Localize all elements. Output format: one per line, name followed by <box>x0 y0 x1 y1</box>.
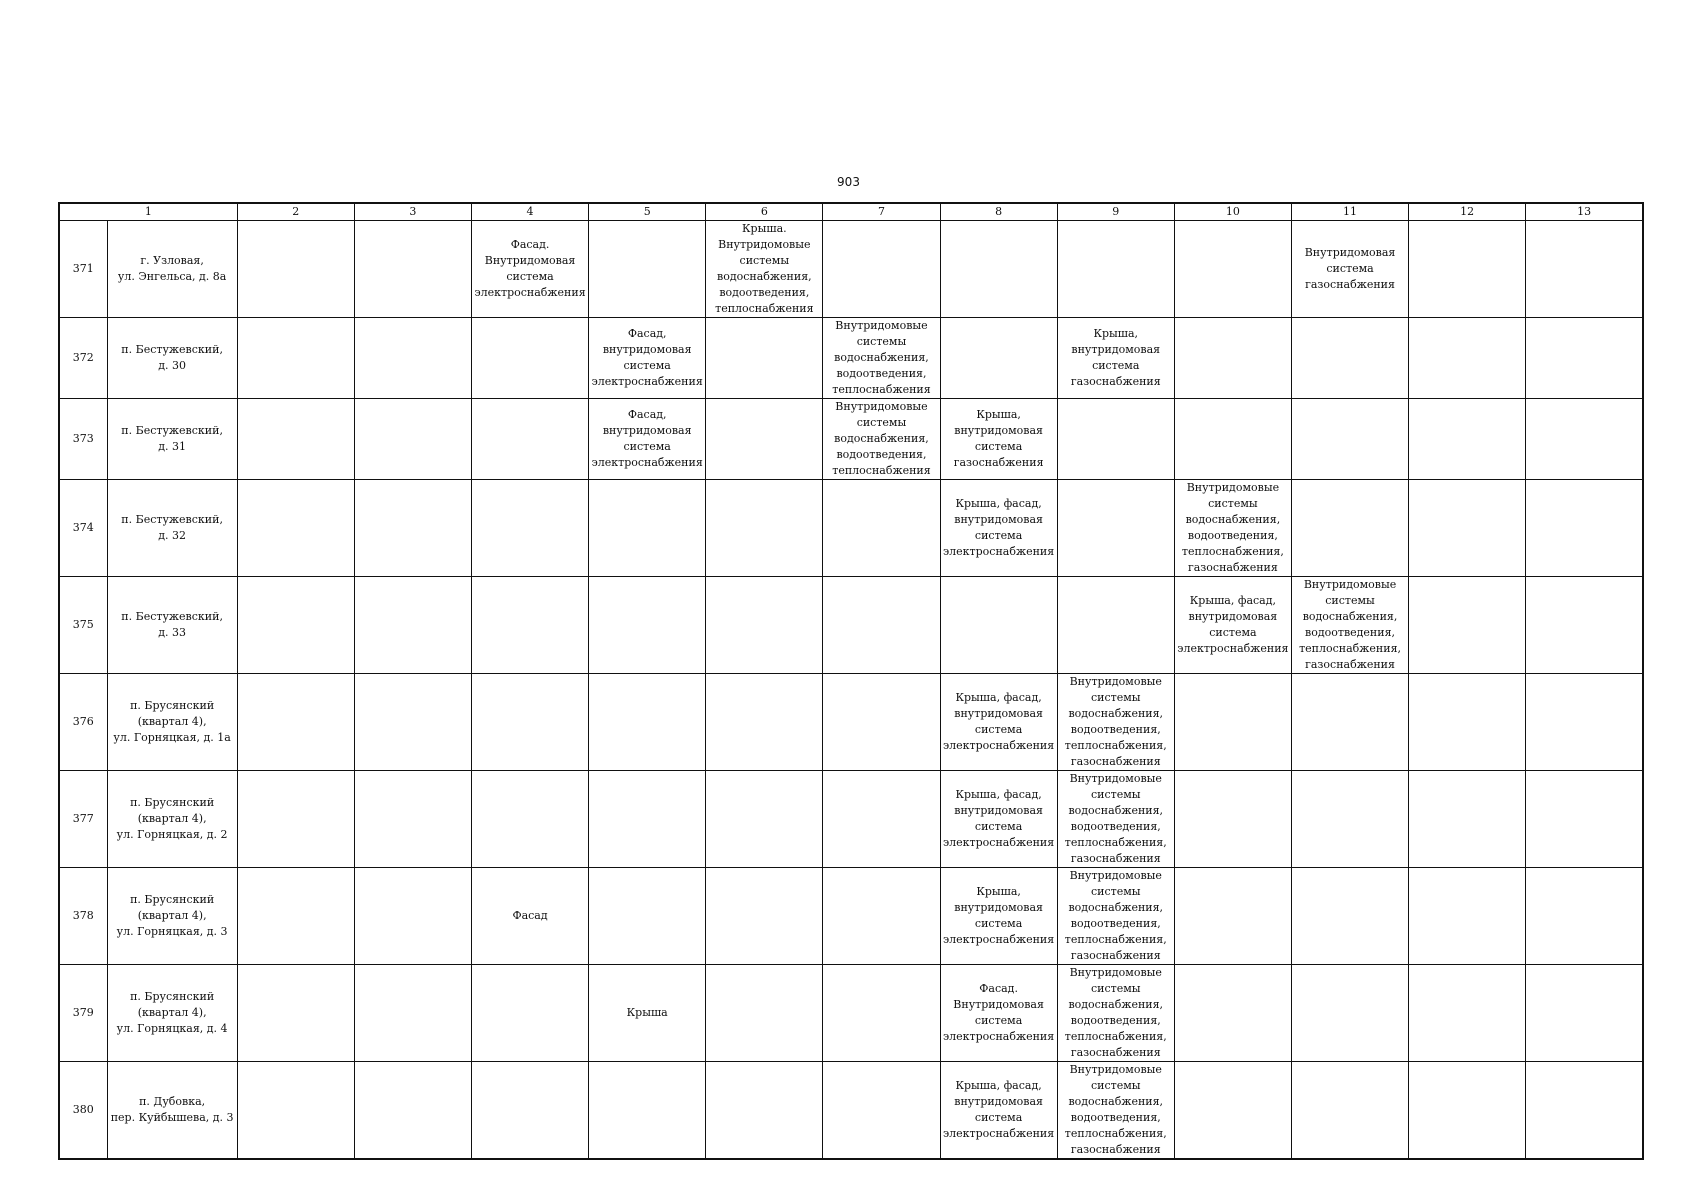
work-cell-col-11 <box>1291 674 1408 771</box>
work-cell-col-9: Внутридомовые системы водоснабжения, водоотведения, теплоснабжения, газоснабжения <box>1057 771 1174 868</box>
work-cell-col-10 <box>1174 868 1291 965</box>
work-cell-col-2 <box>237 221 354 318</box>
table-row <box>59 674 1643 771</box>
work-cell-col-4 <box>471 399 588 480</box>
work-cell-col-12 <box>1409 577 1526 674</box>
work-cell-col-9: Крыша, внутридомовая система газоснабжения <box>1057 318 1174 399</box>
work-cell-col-5 <box>589 577 706 674</box>
work-cell-col-8 <box>940 318 1057 399</box>
work-cell-col-7: Внутридомовые системы водоснабжения, водоотведения, теплоснабжения <box>823 318 940 399</box>
table-row <box>59 399 1643 480</box>
work-cell-col-7 <box>823 674 940 771</box>
work-cell-col-13 <box>1526 1062 1643 1160</box>
work-cell-col-13 <box>1526 868 1643 965</box>
work-cell-col-8: Крыша, фасад, внутридомовая система электроснабжения <box>940 674 1057 771</box>
header-cell-13: 13 <box>1526 203 1643 221</box>
work-cell-col-4 <box>471 674 588 771</box>
work-cell-col-13 <box>1526 965 1643 1062</box>
work-cell-col-8: Крыша, фасад, внутридомовая система электроснабжения <box>940 1062 1057 1160</box>
work-cell-col-8: Фасад. Внутридомовая система электроснабжения <box>940 965 1057 1062</box>
work-cell-col-3 <box>354 399 471 480</box>
work-cell-col-6 <box>706 577 823 674</box>
table-header <box>59 203 1643 221</box>
work-cell-col-13 <box>1526 318 1643 399</box>
work-cell-col-2 <box>237 674 354 771</box>
work-cell-col-10 <box>1174 771 1291 868</box>
work-cell-col-3 <box>354 480 471 577</box>
work-cell-col-10 <box>1174 674 1291 771</box>
row-number: 376 <box>59 674 107 771</box>
table-row <box>59 771 1643 868</box>
work-cell-col-5: Фасад, внутридомовая система электроснабжения <box>589 318 706 399</box>
work-cell-col-11 <box>1291 318 1408 399</box>
work-cell-col-9 <box>1057 480 1174 577</box>
address-cell: г. Узловая, ул. Энгельса, д. 8а <box>107 221 237 318</box>
header-cell-5: 5 <box>589 203 706 221</box>
work-cell-col-3 <box>354 577 471 674</box>
repair-schedule-table <box>58 202 1644 1160</box>
address-cell: п. Брусянский (квартал 4), ул. Горняцкая, д. 2 <box>107 771 237 868</box>
work-cell-col-10 <box>1174 965 1291 1062</box>
address-cell: п. Брусянский (квартал 4), ул. Горняцкая, д. 3 <box>107 868 237 965</box>
work-cell-col-4: Фасад <box>471 868 588 965</box>
table-row <box>59 480 1643 577</box>
work-cell-col-8: Крыша, внутридомовая система электроснабжения <box>940 868 1057 965</box>
header-cell-4: 4 <box>471 203 588 221</box>
address-cell: п. Брусянский (квартал 4), ул. Горняцкая, д. 1а <box>107 674 237 771</box>
header-cell-12: 12 <box>1409 203 1526 221</box>
work-cell-col-8: Крыша, внутридомовая система газоснабжения <box>940 399 1057 480</box>
work-cell-col-10: Внутридомовые системы водоснабжения, водоотведения, теплоснабжения, газоснабжения <box>1174 480 1291 577</box>
table-row <box>59 1062 1643 1160</box>
table-body <box>59 221 1643 1160</box>
table-row <box>59 868 1643 965</box>
work-cell-col-11 <box>1291 868 1408 965</box>
work-cell-col-2 <box>237 771 354 868</box>
work-cell-col-6 <box>706 318 823 399</box>
work-cell-col-6 <box>706 771 823 868</box>
work-cell-col-10 <box>1174 221 1291 318</box>
work-cell-col-2 <box>237 868 354 965</box>
row-number: 372 <box>59 318 107 399</box>
header-cell-2: 2 <box>237 203 354 221</box>
work-cell-col-11 <box>1291 480 1408 577</box>
work-cell-col-10 <box>1174 318 1291 399</box>
work-cell-col-6 <box>706 399 823 480</box>
work-cell-col-5: Крыша <box>589 965 706 1062</box>
row-number: 377 <box>59 771 107 868</box>
work-cell-col-6: Крыша. Внутридомовые системы водоснабжения, водоотведения, теплоснабжения <box>706 221 823 318</box>
header-cell-1: 1 <box>59 203 237 221</box>
work-cell-col-12 <box>1409 399 1526 480</box>
work-cell-col-7 <box>823 221 940 318</box>
work-cell-col-4 <box>471 1062 588 1160</box>
work-cell-col-8: Крыша, фасад, внутридомовая система электроснабжения <box>940 771 1057 868</box>
row-number: 374 <box>59 480 107 577</box>
row-number: 375 <box>59 577 107 674</box>
work-cell-col-7 <box>823 965 940 1062</box>
work-cell-col-3 <box>354 318 471 399</box>
address-cell: п. Бестужевский, д. 33 <box>107 577 237 674</box>
address-cell: п. Бестужевский, д. 30 <box>107 318 237 399</box>
work-cell-col-12 <box>1409 221 1526 318</box>
work-cell-col-5 <box>589 480 706 577</box>
header-cell-3: 3 <box>354 203 471 221</box>
work-cell-col-3 <box>354 674 471 771</box>
row-number: 378 <box>59 868 107 965</box>
work-cell-col-13 <box>1526 674 1643 771</box>
header-cell-6: 6 <box>706 203 823 221</box>
work-cell-col-12 <box>1409 965 1526 1062</box>
work-cell-col-4: Фасад. Внутридомовая система электроснабжения <box>471 221 588 318</box>
work-cell-col-5 <box>589 221 706 318</box>
work-cell-col-6 <box>706 480 823 577</box>
work-cell-col-8: Крыша, фасад, внутридомовая система электроснабжения <box>940 480 1057 577</box>
work-cell-col-9: Внутридомовые системы водоснабжения, водоотведения, теплоснабжения, газоснабжения <box>1057 674 1174 771</box>
table-row <box>59 221 1643 318</box>
work-cell-col-12 <box>1409 771 1526 868</box>
work-cell-col-9 <box>1057 399 1174 480</box>
work-cell-col-10 <box>1174 399 1291 480</box>
address-cell: п. Бестужевский, д. 31 <box>107 399 237 480</box>
work-cell-col-3 <box>354 221 471 318</box>
work-cell-col-3 <box>354 1062 471 1160</box>
work-cell-col-5 <box>589 868 706 965</box>
work-cell-col-7 <box>823 480 940 577</box>
work-cell-col-11 <box>1291 771 1408 868</box>
work-cell-col-3 <box>354 771 471 868</box>
row-number: 373 <box>59 399 107 480</box>
work-cell-col-8 <box>940 577 1057 674</box>
work-cell-col-3 <box>354 965 471 1062</box>
work-cell-col-7: Внутридомовые системы водоснабжения, водоотведения, теплоснабжения <box>823 399 940 480</box>
work-cell-col-7 <box>823 1062 940 1160</box>
header-cell-8: 8 <box>940 203 1057 221</box>
work-cell-col-9 <box>1057 577 1174 674</box>
work-cell-col-9: Внутридомовые системы водоснабжения, водоотведения, теплоснабжения, газоснабжения <box>1057 868 1174 965</box>
work-cell-col-3 <box>354 868 471 965</box>
work-cell-col-4 <box>471 965 588 1062</box>
work-cell-col-12 <box>1409 1062 1526 1160</box>
work-cell-col-9: Внутридомовые системы водоснабжения, водоотведения, теплоснабжения, газоснабжения <box>1057 1062 1174 1160</box>
work-cell-col-13 <box>1526 399 1643 480</box>
work-cell-col-2 <box>237 480 354 577</box>
row-number: 371 <box>59 221 107 318</box>
work-cell-col-4 <box>471 318 588 399</box>
work-cell-col-10: Крыша, фасад, внутридомовая система электроснабжения <box>1174 577 1291 674</box>
header-cell-10: 10 <box>1174 203 1291 221</box>
address-cell: п. Брусянский (квартал 4), ул. Горняцкая, д. 4 <box>107 965 237 1062</box>
work-cell-col-8 <box>940 221 1057 318</box>
address-cell: п. Дубовка, пер. Куйбышева, д. 3 <box>107 1062 237 1160</box>
work-cell-col-5 <box>589 1062 706 1160</box>
table-row <box>59 577 1643 674</box>
work-cell-col-9 <box>1057 221 1174 318</box>
work-cell-col-11: Внутридомовая система газоснабжения <box>1291 221 1408 318</box>
work-cell-col-13 <box>1526 771 1643 868</box>
work-cell-col-10 <box>1174 1062 1291 1160</box>
work-cell-col-2 <box>237 577 354 674</box>
work-cell-col-2 <box>237 1062 354 1160</box>
work-cell-col-11 <box>1291 399 1408 480</box>
work-cell-col-5: Фасад, внутридомовая система электроснабжения <box>589 399 706 480</box>
work-cell-col-11 <box>1291 965 1408 1062</box>
work-cell-col-5 <box>589 771 706 868</box>
header-cell-11: 11 <box>1291 203 1408 221</box>
work-cell-col-13 <box>1526 480 1643 577</box>
work-cell-col-4 <box>471 480 588 577</box>
work-cell-col-11 <box>1291 1062 1408 1160</box>
work-cell-col-13 <box>1526 221 1643 318</box>
work-cell-col-12 <box>1409 868 1526 965</box>
work-cell-col-13 <box>1526 577 1643 674</box>
work-cell-col-12 <box>1409 318 1526 399</box>
work-cell-col-7 <box>823 868 940 965</box>
work-cell-col-6 <box>706 868 823 965</box>
work-cell-col-12 <box>1409 480 1526 577</box>
work-cell-col-9: Внутридомовые системы водоснабжения, водоотведения, теплоснабжения, газоснабжения <box>1057 965 1174 1062</box>
table-row <box>59 318 1643 399</box>
work-cell-col-2 <box>237 965 354 1062</box>
work-cell-col-6 <box>706 1062 823 1160</box>
work-cell-col-12 <box>1409 674 1526 771</box>
work-cell-col-4 <box>471 577 588 674</box>
work-cell-col-6 <box>706 674 823 771</box>
work-cell-col-2 <box>237 318 354 399</box>
row-number: 380 <box>59 1062 107 1160</box>
table-row <box>59 965 1643 1062</box>
header-cell-7: 7 <box>823 203 940 221</box>
work-cell-col-7 <box>823 577 940 674</box>
address-cell: п. Бестужевский, д. 32 <box>107 480 237 577</box>
work-cell-col-7 <box>823 771 940 868</box>
work-cell-col-6 <box>706 965 823 1062</box>
page-number: 903 <box>837 175 860 189</box>
header-cell-9: 9 <box>1057 203 1174 221</box>
work-cell-col-11: Внутридомовые системы водоснабжения, водоотведения, теплоснабжения, газоснабжения <box>1291 577 1408 674</box>
work-cell-col-2 <box>237 399 354 480</box>
work-cell-col-4 <box>471 771 588 868</box>
work-cell-col-5 <box>589 674 706 771</box>
row-number: 379 <box>59 965 107 1062</box>
